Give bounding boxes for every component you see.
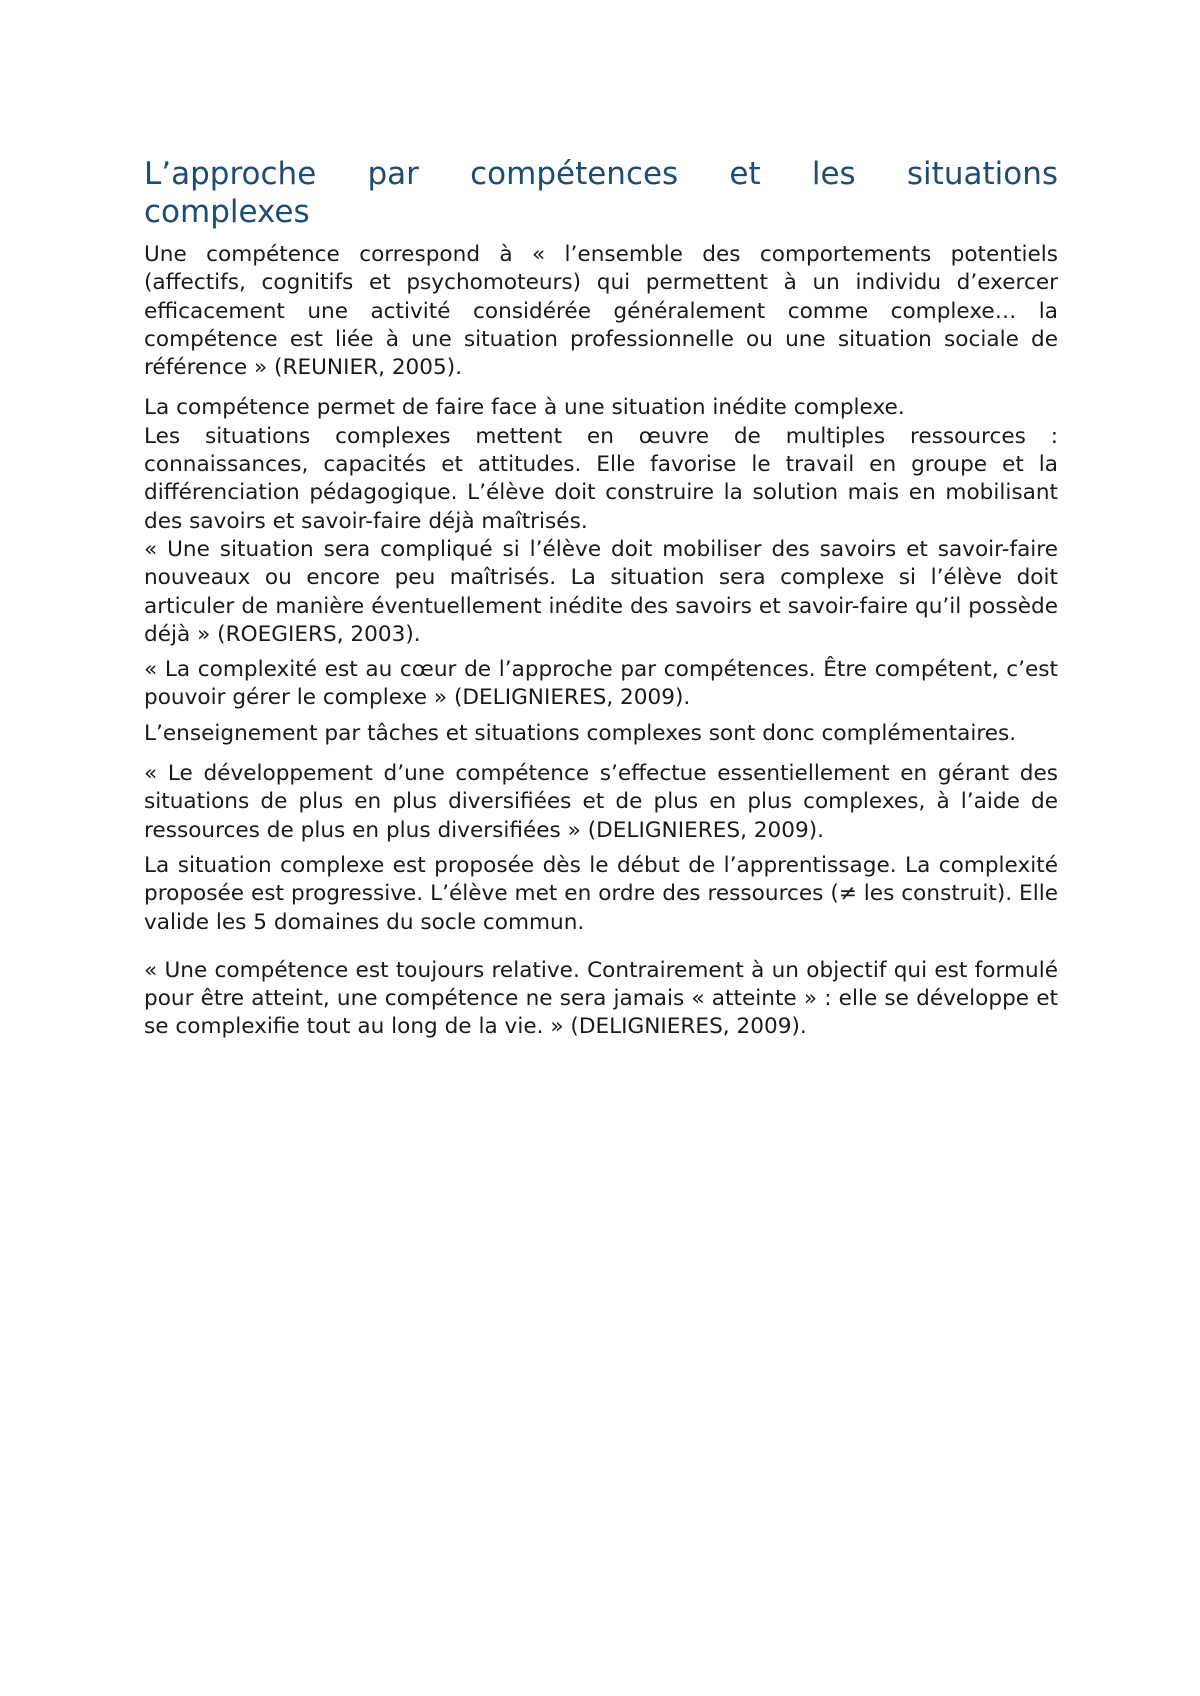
- paragraph-situation-progressive: La situation complexe est proposée dès le début de l’apprentissage. La complexité proposée est progressive. L’élève met en ordre des ressources (≠ les construit). Elle valide les 5 domaines du socle commun.: [144, 852, 1058, 935]
- paragraph-delignieres-quote-1: « La complexité est au cœur de l’approche par compétences. Être compétent, c’est pouvoir gérer le complexe » (DELIGNIERES, 2009).: [144, 657, 1058, 711]
- paragraph-situations-complexes: Les situations complexes mettent en œuvre de multiples ressources : connaissances, capacités et attitudes. Elle favorise le travail en groupe et la différenciation pédagogique. L’élève doit construire la solution mais en mobilisant des savoirs et savoir-faire déjà maîtrisés.: [144, 423, 1058, 534]
- paragraph-competence-definition: Une compétence correspond à « l’ensemble des comportements potentiels (affectifs, cognitifs et psychomoteurs) qui permettent à un individu d’exercer efficacement une activité considérée généralement comme complexe… la compétence est liée à une situation professionnelle ou une situation sociale de référence » (REUNIER, 2005).: [144, 242, 1058, 381]
- paragraph-delignieres-quote-2: « Le développement d’une compétence s’effectue essentiellement en gérant des situations de plus en plus diversifiées et de plus en plus complexes, à l’aide de ressources de plus en plus diversifiées » (DELIGNIERES, 2009).: [144, 761, 1058, 843]
- document-title: [144, 155, 1058, 231]
- paragraph-enseignement: L’enseignement par tâches et situations complexes sont donc complémentaires.: [144, 720, 1017, 746]
- title-line-1: L’approche par compétences et les situations: [144, 156, 1058, 192]
- paragraph-roegiers-quote: « Une situation sera compliqué si l’élève doit mobiliser des savoirs et savoir-faire nouveaux ou encore peu maîtrisés. La situation sera complexe si l’élève doit articuler de manière éventuellement inédite des savoirs et savoir-faire qu’il possède déjà » (ROEGIERS, 2003).: [144, 536, 1058, 647]
- paragraph-competence-face: La compétence permet de faire face à une situation inédite complexe.: [144, 395, 905, 421]
- paragraph-delignieres-quote-3: « Une compétence est toujours relative. Contrairement à un objectif qui est formulé pour être atteint, une compétence ne sera jamais « atteinte » : elle se développe et se complexifie tout au long de la vie. » (DELIGNIERES, 2009).: [144, 957, 1058, 1040]
- document-body: [144, 155, 1058, 1042]
- title-line-2: complexes: [144, 194, 310, 230]
